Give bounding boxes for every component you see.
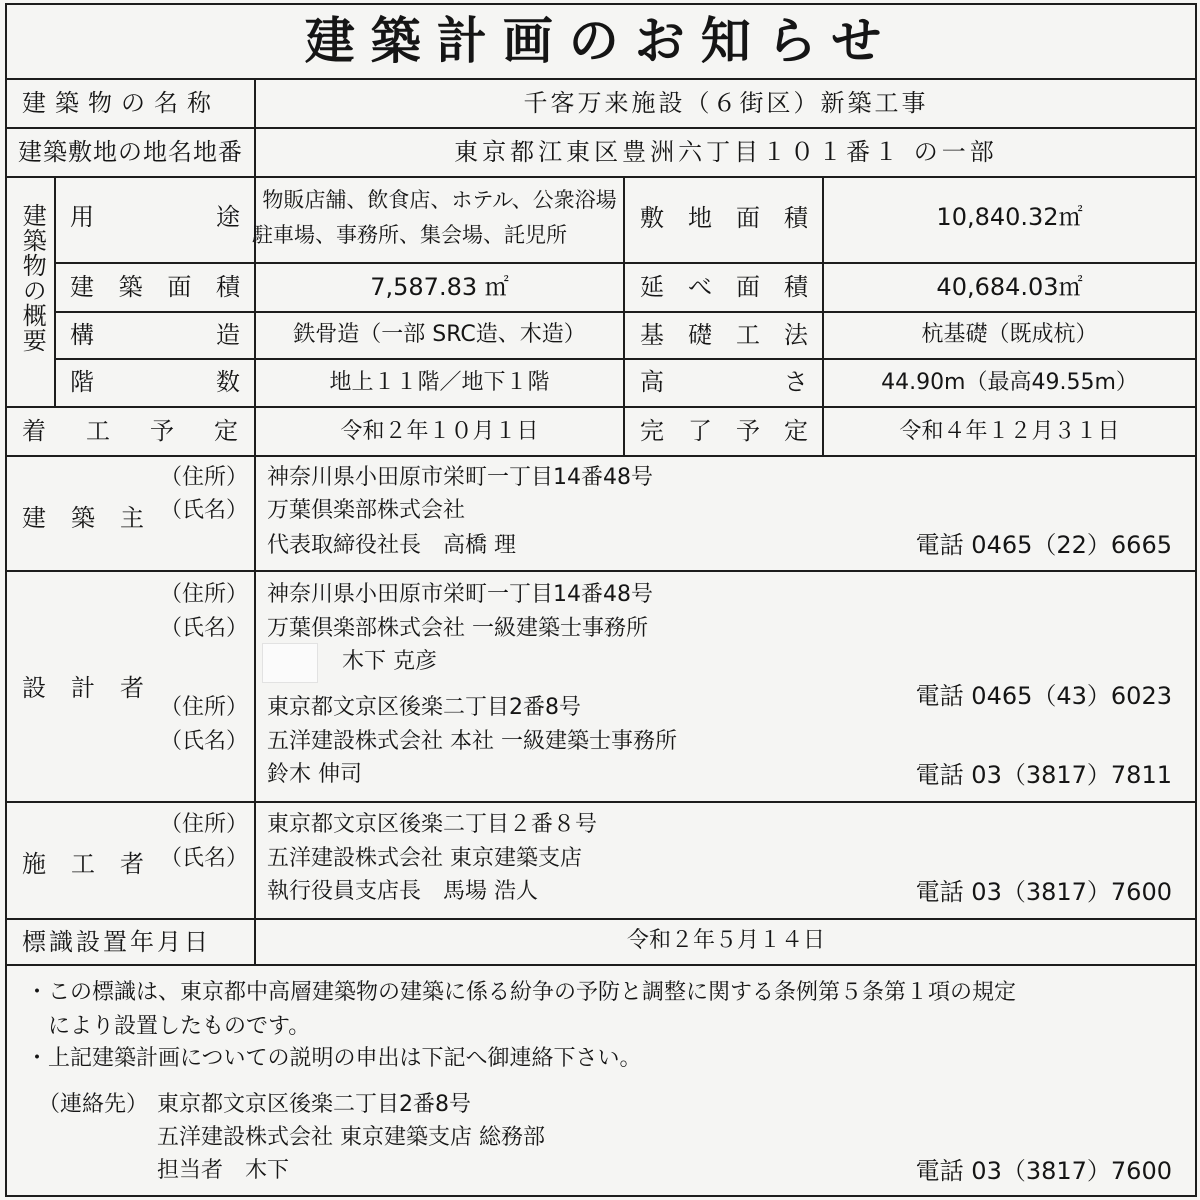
rule [54, 176, 56, 406]
floors-value: 地上１１階／地下１階 [329, 370, 550, 395]
contractor-company: 五洋建設株式会社 東京建築支店 [267, 846, 582, 871]
char: 者 [120, 850, 144, 878]
char: 主 [120, 504, 144, 532]
char: 予 [736, 417, 760, 445]
building-area-value: 7,587.83 ㎡ [370, 273, 509, 301]
owner-addr-label: （住所） [160, 465, 249, 490]
rule [5, 3, 7, 1197]
rule [1195, 3, 1197, 1197]
designer-company-2: 五洋建設株式会社 本社 一級建築士事務所 [267, 729, 677, 754]
owner-label [22, 506, 144, 530]
usage-label-2: 途 [216, 203, 240, 231]
end-value: 令和４年１２月３１日 [899, 419, 1120, 444]
contractor-phone: 電話 03（3817）7600 [915, 878, 1172, 906]
designer-person-1: 木下 克彦 [342, 649, 437, 674]
designer-company-1: 万葉倶楽部株式会社 一級建築士事務所 [267, 616, 648, 641]
height-value: 44.90m（最高49.55m） [881, 370, 1138, 395]
char: 工 [71, 850, 95, 878]
char: 面 [736, 204, 760, 232]
contractor-addr-label: （住所） [160, 812, 249, 837]
char: 造 [216, 321, 240, 349]
height-label [640, 370, 808, 394]
char: 定 [784, 417, 808, 445]
contact-label: （連絡先） [38, 1092, 149, 1117]
rule [54, 358, 1197, 360]
usage-label-1: 用 [70, 203, 94, 231]
owner-name-label: （氏名） [160, 498, 249, 523]
rule [5, 1195, 1197, 1197]
char: 施 [22, 850, 46, 878]
rule [5, 406, 1197, 408]
char: 設 [22, 674, 46, 702]
char: 積 [784, 204, 808, 232]
char: 建 [70, 273, 94, 301]
start-value: 令和２年１０月１日 [340, 419, 539, 444]
usage-label [70, 205, 240, 229]
foundation-value: 杭基礎（既成杭） [921, 322, 1098, 347]
char: 計 [71, 674, 95, 702]
char: 積 [784, 273, 808, 301]
char: 着 [22, 417, 46, 445]
floor-area-value: 40,684.03㎡ [936, 273, 1083, 301]
designer-addr-label-1: （住所） [160, 582, 249, 607]
name-label: 建築物の名称 [22, 89, 220, 117]
rule [5, 3, 1197, 5]
designer-address-2: 東京都文京区後楽二丁目2番8号 [267, 695, 581, 720]
char: 地 [688, 204, 712, 232]
char: 積 [215, 273, 240, 301]
building-area-label [70, 275, 240, 299]
designer-label [22, 676, 144, 700]
owner-address: 神奈川県小田原市栄町一丁目14番48号 [267, 465, 653, 490]
site-area-label [640, 206, 808, 230]
foundation-label [640, 323, 808, 347]
posted-label: 標識設置年月日 [22, 928, 211, 956]
char: 了 [688, 417, 712, 445]
char: 工 [86, 417, 110, 445]
site-value: 東京都江東区豊洲六丁目１０１番１ の一部 [454, 138, 998, 166]
designer-phone-1: 電話 0465（43）6023 [915, 682, 1172, 710]
contact-address: 東京都文京区後楽二丁目2番8号 [157, 1092, 471, 1117]
note-line-3: ・上記建築計画についての説明の申出は下記へ御連絡下さい。 [26, 1046, 642, 1071]
note-line-2: により設置したものです。 [48, 1014, 311, 1039]
posted-value: 令和２年５月１４日 [626, 928, 825, 953]
designer-phone-2: 電話 03（3817）7811 [915, 761, 1172, 789]
char: 基 [640, 321, 664, 349]
char: 面 [167, 273, 192, 301]
overview-label-text: 建築物の概要 [18, 203, 47, 353]
designer-name-label-2: （氏名） [160, 729, 249, 754]
char: 高 [640, 368, 664, 396]
site-label: 建築敷地の地名地番 [18, 138, 243, 166]
floors-label [70, 370, 240, 394]
contractor-address: 東京都文京区後楽二丁目２番８号 [267, 812, 598, 837]
char: 者 [120, 674, 144, 702]
rule [54, 262, 1197, 264]
char: さ [784, 368, 808, 396]
designer-name-label-1: （氏名） [160, 616, 249, 641]
char: 建 [22, 504, 46, 532]
char: 築 [71, 504, 95, 532]
contact-company: 五洋建設株式会社 東京建築支店 総務部 [157, 1125, 545, 1150]
owner-company: 万葉倶楽部株式会社 [267, 498, 466, 523]
start-label [22, 419, 238, 443]
floor-area-label [640, 275, 808, 299]
contractor-name-label: （氏名） [160, 846, 249, 871]
page-title: 建築計画のお知らせ [304, 12, 898, 70]
char: 完 [640, 417, 664, 445]
contact-person: 担当者 木下 [157, 1158, 290, 1183]
designer-addr-label-2: （住所） [160, 695, 249, 720]
char: 敷 [640, 204, 664, 232]
structure-value: 鉄骨造（一部 SRC造、木造） [293, 322, 586, 347]
char: 面 [736, 273, 760, 301]
char: 予 [150, 417, 174, 445]
owner-representative: 代表取締役社長 高橋 理 [267, 533, 516, 558]
rule [623, 176, 625, 455]
note-line-1: ・この標識は、東京都中高層建築物の建築に係る紛争の予防と調整に関する条例第５条第１項の規定 [26, 980, 1017, 1005]
char: 法 [784, 321, 808, 349]
usage-line-1: 物販店舗、飲食店、ホテル、公衆浴場 [262, 188, 617, 212]
structure-label [70, 323, 240, 347]
rule [54, 311, 1197, 313]
char: 工 [736, 321, 760, 349]
contractor-label [22, 852, 144, 876]
contractor-representative: 執行役員支店長 馬場 浩人 [267, 879, 538, 904]
owner-phone: 電話 0465（22）6665 [915, 531, 1172, 559]
char: べ [688, 273, 712, 301]
char: 構 [70, 321, 94, 349]
rule [5, 455, 1197, 457]
redacted-stamp [262, 643, 318, 683]
rule [5, 78, 1197, 80]
rule [5, 127, 1197, 129]
rule [5, 570, 1197, 572]
rule [5, 801, 1197, 803]
rule [5, 964, 1197, 966]
char: 階 [70, 368, 94, 396]
end-label [640, 419, 808, 443]
designer-person-2: 鈴木 伸司 [267, 762, 362, 787]
rule [5, 176, 1197, 178]
char: 築 [118, 273, 143, 301]
contact-phone: 電話 03（3817）7600 [915, 1157, 1172, 1185]
site-area-value: 10,840.32㎡ [936, 203, 1083, 231]
rule [5, 918, 1197, 920]
char: 定 [214, 417, 238, 445]
designer-address-1: 神奈川県小田原市栄町一丁目14番48号 [267, 582, 653, 607]
char: 延 [640, 273, 664, 301]
char: 礎 [688, 321, 712, 349]
name-value: 千客万来施設（６街区）新築工事 [523, 89, 929, 117]
overview-label [10, 203, 54, 353]
char: 数 [216, 368, 240, 396]
usage-line-2: 駐車場、事務所、集会場、託児所 [252, 223, 567, 247]
